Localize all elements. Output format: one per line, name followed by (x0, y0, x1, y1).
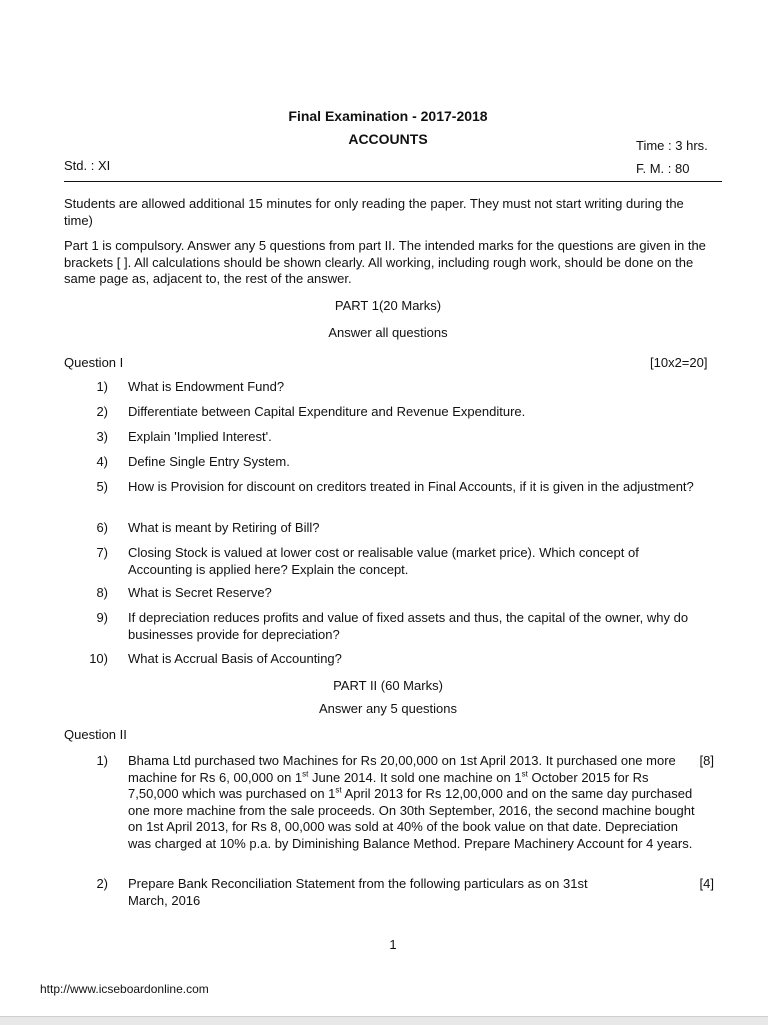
item-text: What is Endowment Fund? (128, 379, 285, 394)
item-text: If depreciation reduces profits and value of fixed assets and thus, the capital of the owner, why do businesses provide for depreciation? (128, 610, 689, 642)
subject-title: ACCOUNTS (348, 131, 428, 147)
item-number: 3) (96, 429, 108, 444)
item-number: 5) (96, 479, 108, 494)
question-1-label: Question I (64, 355, 124, 370)
item-text: How is Provision for discount on creditors treated in Final Accounts, if it is given in the adjustment? (128, 479, 694, 494)
item-number: 2) (96, 876, 108, 891)
instruction-general: Part 1 is compulsory. Answer any 5 questions from part II. The intended marks for the questions are given in the brackets [ ]. All calculations should be shown clearly. All working, including rough work, should be done on the same page as, adjacent to, the rest of the answer. (64, 238, 706, 286)
item-text: Differentiate between Capital Expenditure and Revenue Expenditure. (128, 404, 526, 419)
standard-label: Std. : XI (64, 158, 111, 173)
part1-heading: PART 1(20 Marks) (334, 298, 442, 313)
header-divider (64, 181, 722, 182)
item-number: 4) (96, 454, 108, 469)
source-url[interactable]: http://www.icseboardonline.com (40, 982, 209, 996)
page-number: 1 (389, 937, 397, 952)
exam-title: Final Examination - 2017-2018 (288, 108, 488, 124)
part2-heading: PART II (60 Marks) (333, 678, 443, 693)
item-number: 1) (96, 379, 108, 394)
question-1-marks: [10x2=20] (650, 355, 708, 370)
item-number: 2) (96, 404, 108, 419)
item-marks: [8] (699, 753, 714, 768)
item-text: What is Secret Reserve? (128, 585, 272, 600)
question-2-label: Question II (64, 727, 127, 742)
item-text: Explain 'Implied Interest'. (128, 429, 272, 444)
item-marks: [4] (699, 876, 714, 891)
item-number: 8) (96, 585, 108, 600)
item-number: 6) (96, 520, 108, 535)
item-text: What is Accrual Basis of Accounting? (128, 651, 342, 666)
item-number: 1) (96, 753, 108, 768)
item-number: 10) (89, 651, 108, 666)
item-text: Prepare Bank Reconciliation Statement from the following particulars as on 31st March, 2016 (128, 876, 588, 908)
part2-subheading: Answer any 5 questions (318, 701, 458, 716)
item-text: Closing Stock is valued at lower cost or realisable value (market price). Which concept of Accounting is applied here? Explain the concept. (128, 545, 639, 577)
item-text: Define Single Entry System. (128, 454, 290, 469)
instruction-reading-time: Students are allowed additional 15 minutes for only reading the paper. They must not start writing during the time) (64, 196, 684, 228)
item-text: Bhama Ltd purchased two Machines for Rs 20,00,000 on 1st April 2013. It purchased one more machine for Rs 6, 00,000 on 1st June 2014. It sold one machine on 1st October 2015 for Rs 7,50,000 which was purchased on 1st April 2013 for Rs 12,00,000 and on the same day purchased one more machine from the sale proceeds. On 30th September, 2016, the second machine bought on 1st April 2013, for Rs 8, 00,000 was sold at 40% of the book value on that date. Depreciation was charged at 10% p.a. by Diminishing Balance Method. Prepare Machinery Account for 4 years. (128, 753, 695, 851)
item-number: 7) (96, 545, 108, 560)
item-number: 9) (96, 610, 108, 625)
item-text: What is meant by Retiring of Bill? (128, 520, 320, 535)
part1-subheading: Answer all questions (328, 325, 448, 340)
time-allowed: Time : 3 hrs. (636, 138, 708, 153)
full-marks: F. M. : 80 (636, 161, 690, 176)
